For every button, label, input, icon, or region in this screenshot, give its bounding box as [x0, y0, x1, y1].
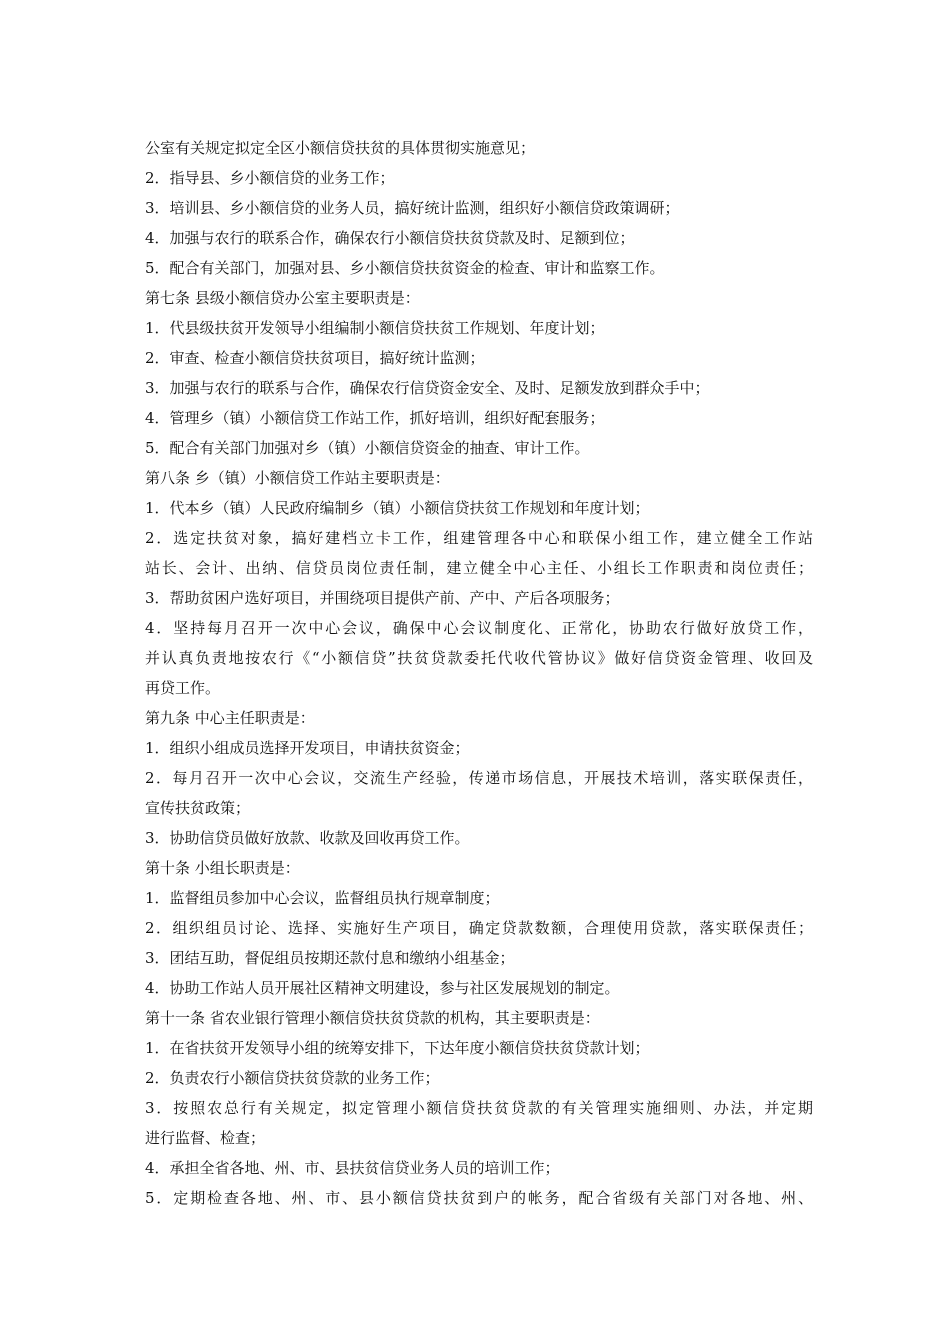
text-line: 5．配合有关部门，加强对县、乡小额信贷扶贫资金的检查、审计和监察工作。 — [145, 259, 665, 277]
text-line: 4．承担全省各地、州、市、县扶贫信贷业务人员的培训工作； — [145, 1159, 560, 1177]
text-line: 并认真负责地按农行《“小额信贷”扶贫贷款委托代收代管协议》做好信贷资金管理、收回及 — [145, 649, 813, 667]
text-line: 再贷工作。 — [145, 679, 221, 697]
document-body — [145, 133, 813, 1213]
text-line: 3．帮助贫困户选好项目，并围绕项目提供产前、产中、产后各项服务； — [145, 589, 620, 607]
text-line: 1．代县级扶贫开发领导小组编制小额信贷扶贫工作规划、年度计划； — [145, 319, 605, 337]
text-line: 2．审查、检查小额信贷扶贫项目，搞好统计监测； — [145, 349, 485, 367]
text-line: 4．坚持每月召开一次中心会议，确保中心会议制度化、正常化，协助农行做好放贷工作， — [145, 619, 813, 637]
text-line: 站长、会计、出纳、信贷员岗位责任制，建立健全中心主任、小组长工作职责和岗位责任； — [145, 559, 813, 577]
section-heading: 第十条 小组长职责是： — [145, 859, 300, 877]
section-heading: 第十一条 省农业银行管理小额信贷扶贫贷款的机构，其主要职责是： — [145, 1009, 600, 1027]
text-line: 4．管理乡（镇）小额信贷工作站工作，抓好培训，组织好配套服务； — [145, 409, 605, 427]
text-line: 进行监督、检查； — [145, 1129, 266, 1147]
text-line: 3．培训县、乡小额信贷的业务人员，搞好统计监测，组织好小额信贷政策调研； — [145, 199, 680, 217]
text-line: 1．在省扶贫开发领导小组的统筹安排下，下达年度小额信贷扶贫贷款计划； — [145, 1039, 650, 1057]
section-heading: 第七条 县级小额信贷办公室主要职责是： — [145, 289, 420, 307]
text-line: 4．加强与农行的联系合作，确保农行小额信贷扶贫贷款及时、足额到位； — [145, 229, 635, 247]
text-line: 2．每月召开一次中心会议，交流生产经验，传递市场信息，开展技术培训，落实联保责任， — [145, 769, 813, 787]
text-line: 1．监督组员参加中心会议，监督组员执行规章制度； — [145, 889, 500, 907]
text-line: 3．加强与农行的联系与合作，确保农行信贷资金安全、及时、足额发放到群众手中； — [145, 379, 710, 397]
text-line: 4．协助工作站人员开展社区精神文明建设，参与社区发展规划的制定。 — [145, 979, 620, 997]
text-line: 2．选定扶贫对象，搞好建档立卡工作，组建管理各中心和联保小组工作，建立健全工作站 — [145, 529, 813, 547]
text-line: 3．按照农总行有关规定，拟定管理小额信贷扶贫贷款的有关管理实施细则、办法，并定期 — [145, 1099, 813, 1117]
section-heading: 第九条 中心主任职责是： — [145, 709, 315, 727]
text-line: 2．负责农行小额信贷扶贫贷款的业务工作； — [145, 1069, 440, 1087]
text-line: 5．配合有关部门加强对乡（镇）小额信贷资金的抽查、审计工作。 — [145, 439, 590, 457]
text-line: 5．定期检查各地、州、市、县小额信贷扶贫到户的帐务，配合省级有关部门对各地、州、 — [145, 1189, 813, 1207]
text-line: 1．代本乡（镇）人民政府编制乡（镇）小额信贷扶贫工作规划和年度计划； — [145, 499, 650, 517]
section-heading: 第八条 乡（镇）小额信贷工作站主要职责是： — [145, 469, 450, 487]
text-line: 1．组织小组成员选择开发项目，申请扶贫资金； — [145, 739, 470, 757]
text-line: 3．协助信贷员做好放款、收款及回收再贷工作。 — [145, 829, 470, 847]
text-line: 2．组织组员讨论、选择、实施好生产项目，确定贷款数额，合理使用贷款，落实联保责任； — [145, 919, 813, 937]
text-line: 3．团结互助，督促组员按期还款付息和缴纳小组基金； — [145, 949, 515, 967]
text-line: 宣传扶贫政策； — [145, 799, 251, 817]
text-line: 公室有关规定拟定全区小额信贷扶贫的具体贯彻实施意见； — [145, 139, 536, 157]
text-line: 2．指导县、乡小额信贷的业务工作； — [145, 169, 395, 187]
